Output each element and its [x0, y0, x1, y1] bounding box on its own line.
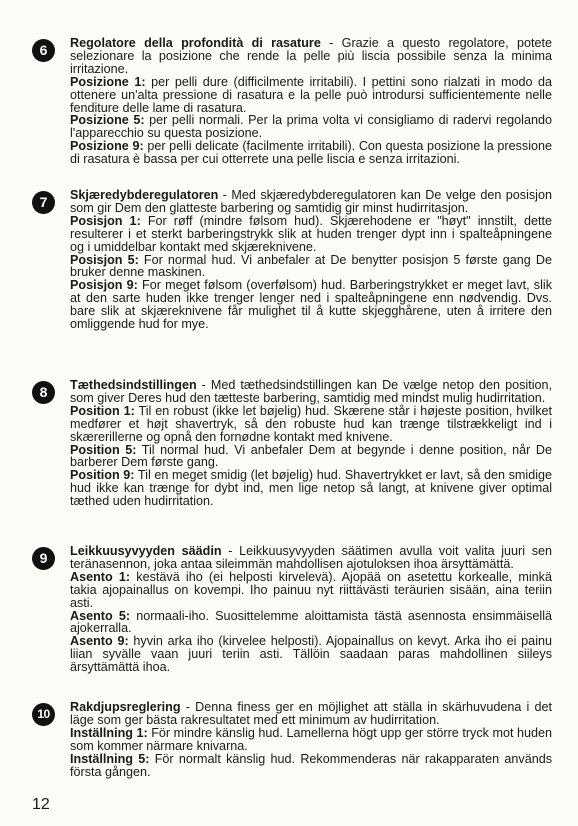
setting-text: per pelli normali. Per la prima volta vi consigliamo di radervi regolando l'apparecchio su questa posizione.	[70, 113, 552, 141]
setting-text: Til normal hud. Vi anbefaler Dem at begynde i denne position, når De barberer Dem første gang.	[70, 442, 552, 470]
section-body	[70, 37, 552, 166]
setting-label: Posisjon 1:	[70, 213, 141, 228]
section-intro: - Denna finess ger en möjlighet att ställa in skärhuvudena i det läge som ger bästa rakresultatet med ett minimum av hudirritation.	[70, 700, 552, 727]
section-number-badge: 9	[32, 547, 55, 570]
section-number-badge: 8	[32, 381, 55, 404]
section-title: Skjæredybderegulatoren	[70, 188, 219, 202]
section-number-badge: 10	[32, 703, 55, 726]
setting-text: For normal hud. Vi anbefaler at De benytter posisjon 5 første gang De bruker denne maskinen.	[70, 252, 552, 280]
section-body	[70, 545, 552, 674]
section-6	[32, 37, 552, 166]
section-title: Leikkuusyvyyden säädin	[70, 544, 222, 558]
section-9	[32, 545, 552, 674]
section-intro: - Med tæthedsindstillingen kan De vælge netop den position, som giver Deres hud den tætteste barbering, samtidig med mindst mulig hudirritation.	[70, 378, 552, 405]
setting-text: normaali-iho. Suosittelemme aloittamista tästä asennosta ensimmäisellä ajokerralla.	[70, 608, 552, 636]
setting-label: Asento 1:	[70, 569, 131, 584]
section-number-badge: 6	[32, 39, 55, 62]
setting-label: Position 9:	[70, 468, 135, 483]
setting-label: Asento 9:	[70, 634, 129, 649]
section-body	[70, 701, 552, 778]
section-number-badge: 7	[32, 191, 55, 214]
section-intro: - Med skjæredybderegulatoren kan De velge den posisjon som gir Dem den glatteste barbering og samtidig gir minst hudirritasjon.	[70, 188, 552, 215]
setting-text: hyvin arka iho (kirvelee helposti). Ajopainallus on kevyt. Arka iho ei painu liian syvälle vaan juuri teriin asti. Tällöin saadaan paras mahdollinen siileys ärsyttämättä ihoa.	[70, 634, 552, 675]
setting-text: För mindre känslig hud. Lamellerna högt upp ger större tryck mot huden som kommer närmare knivarna.	[70, 725, 552, 753]
setting-label: Inställning 5:	[70, 751, 150, 766]
setting-label: Position 1:	[70, 403, 135, 418]
section-8	[32, 379, 552, 508]
page-number: 12	[32, 796, 50, 813]
setting-label: Posizione 9:	[70, 139, 144, 154]
setting-text: per pelli dure (difficilmente irritabili). I pettini sono rialzati in modo da ottenere un'alta pressione di rasatura e la pelle può introdursi sufficientemente nelle fenditure delle lame di rasatura.	[70, 74, 553, 115]
setting-text: För normalt känslig hud. Rekommenderas när rakapparaten används första gången.	[70, 751, 553, 779]
setting-text: Til en meget smidig (let bøjelig) hud. Shavertrykket er lavt, så den smidige hud ikke kan trænge for dybt ind, men lige netop så langt, at knivene giver optimal tæthed uden hudirritation.	[70, 468, 552, 509]
section-title: Regolatore della profondità di rasature	[70, 36, 321, 50]
section-10	[32, 701, 552, 778]
setting-text: per pelli delicate (facilmente irritabili). Con questa posizione la pressione di rasatura è bassa per cui otterrete una pelle liscia e senza irritazioni.	[70, 139, 553, 167]
section-7	[32, 189, 552, 331]
section-intro: - Grazie a questo regolatore, potete selezionare la posizione che rende la pelle più liscia possibile senza la minima irritazione.	[70, 36, 552, 76]
setting-text: For røff (mindre følsom hud). Skjærehodene er "høyt" innstilt, dette resulterer i et sterkt barberingstrykk slik at huden trenger dypt inn i spalteåpningene og i umiddelbar kontakt med skjæreknivene.	[70, 213, 552, 254]
section-title: Rakdjupsreglering	[70, 700, 181, 714]
section-body	[70, 189, 552, 331]
setting-label: Posisjon 9:	[70, 278, 138, 293]
setting-text: kestävä iho (ei helposti kirvelevä). Ajopää on asetettu korkealle, minkä takia ajopainallus on kovempi. Iho painuu nyt riittävästi teräurien sisään, aina teriin asti.	[70, 569, 552, 610]
setting-text: For meget følsom (overfølsom) hud. Barberingstrykket er meget lavt, slik at den sarte huden ikke trenger lenger ned i spalteåpningene enn nødvendig. Dvs. bare slik at skjæreknivene får mulighet til å kutte skjegghårene, uten å irritere den omliggende hud for mye.	[70, 278, 552, 332]
section-title: Tæthedsindstillingen	[70, 378, 197, 392]
setting-label: Posisjon 5:	[70, 252, 139, 267]
setting-label: Posizione 1:	[70, 74, 146, 89]
section-intro: - Leikkuusyvyyden säätimen avulla voit valita juuri sen teränasennon, joka antaa sileimmän mahdollisen ajotuloksen ihoa ärsyttämättä.	[70, 544, 552, 571]
setting-label: Asento 5:	[70, 608, 131, 623]
setting-label: Inställning 1:	[70, 725, 148, 740]
setting-text: Til en robust (ikke let bøjelig) hud. Skærene står i højeste position, hvilket medfører et højt shavertryk, så den robuste hud kan trænge tilstrækkeligt ind i skærerillerne og opnå den fornødne kontakt med knivene.	[70, 403, 553, 444]
section-body	[70, 379, 552, 508]
setting-label: Position 5:	[70, 442, 137, 457]
setting-label: Posizione 5:	[70, 113, 145, 128]
